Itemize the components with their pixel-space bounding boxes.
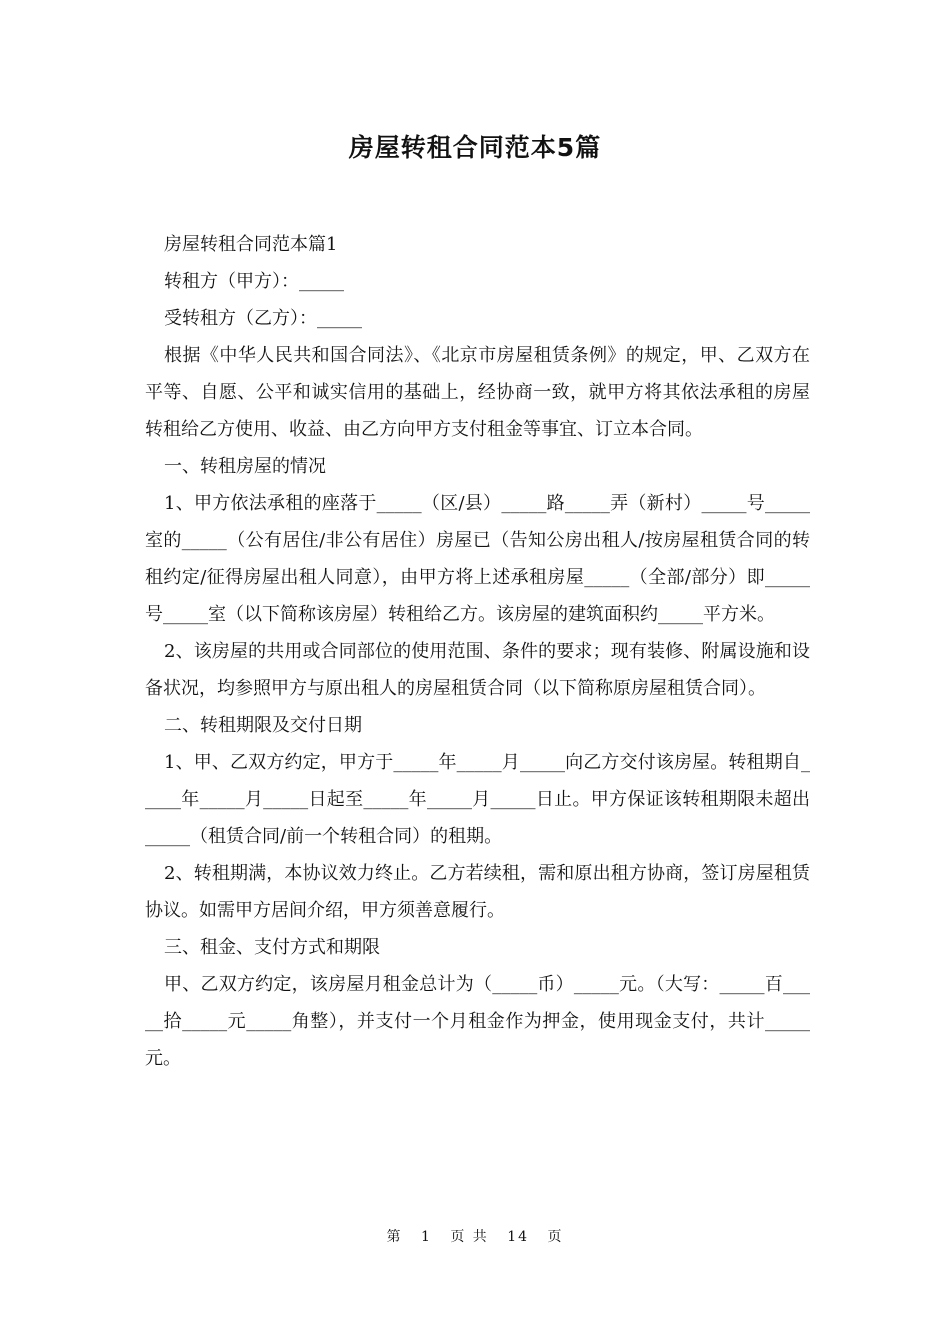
clause-2-2: 2、转租期满，本协议效力终止。乙方若续租，需和原出租方协商，签订房屋租赁协议。如需甲方居间介绍，甲方须善意履行。 — [145, 863, 810, 921]
clause-3-1: 甲、乙双方约定，该房屋月租金总计为（_____币）_____元。（大写：_____百_____拾_____元_____角整），并支付一个月租金作为押金，使用现金支付，共计_____元。 — [145, 974, 810, 1069]
document-title: 房屋转租合同范本5篇 — [348, 133, 602, 162]
footer-current-page: 1 — [420, 1229, 432, 1245]
footer-total-pages: 14 — [507, 1229, 530, 1245]
party-b-line: 受转租方（乙方）：_____ — [164, 308, 362, 329]
clause-1-1: 1、甲方依法承租的座落于_____（区/县）_____路_____弄（新村）_____号_____室的_____（公有居住/非公有居住）房屋已（告知公房出租人/按房屋租赁合同的转租约定/征得房屋出租人同意），由甲方将上述承租房屋_____（全部/部分）即_____号_____室（以下简称该房屋）转租给乙方。该房屋的建筑面积约_____平方米。 — [145, 493, 810, 625]
section-heading: 房屋转租合同范本篇1 — [164, 234, 338, 255]
clause-2-1: 1、甲、乙双方约定，甲方于_____年_____月_____向乙方交付该房屋。转租期自_____年_____月_____日起至_____年_____月_____日止。甲方保证该转租期限未超出_____（租赁合同/前一个转租合同）的租期。 — [145, 752, 810, 847]
clause-heading-3: 三、租金、支付方式和期限 — [164, 937, 380, 958]
footer-label-total: 页 共 — [450, 1229, 489, 1245]
clause-heading-1: 一、转租房屋的情况 — [164, 456, 326, 477]
page-footer — [0, 1226, 950, 1246]
footer-label-end: 页 — [547, 1229, 564, 1245]
document-body — [145, 226, 810, 1077]
clause-1-2: 2、该房屋的共用或合同部位的使用范围、条件的要求；现有装修、附属设施和设备状况，均参照甲方与原出租人的房屋租赁合同（以下简称原房屋租赁合同）。 — [145, 641, 810, 699]
footer-label-page: 第 — [386, 1229, 403, 1245]
party-a-line: 转租方（甲方）：_____ — [164, 271, 344, 292]
preamble-paragraph: 根据《中华人民共和国合同法》、《北京市房屋租赁条例》的规定，甲、乙双方在平等、自愿、公平和诚实信用的基础上，经协商一致，就甲方将其依法承租的房屋转租给乙方使用、收益、由乙方向甲方支付租金等事宜、订立本合同。 — [145, 345, 810, 440]
clause-heading-2: 二、转租期限及交付日期 — [164, 715, 362, 736]
